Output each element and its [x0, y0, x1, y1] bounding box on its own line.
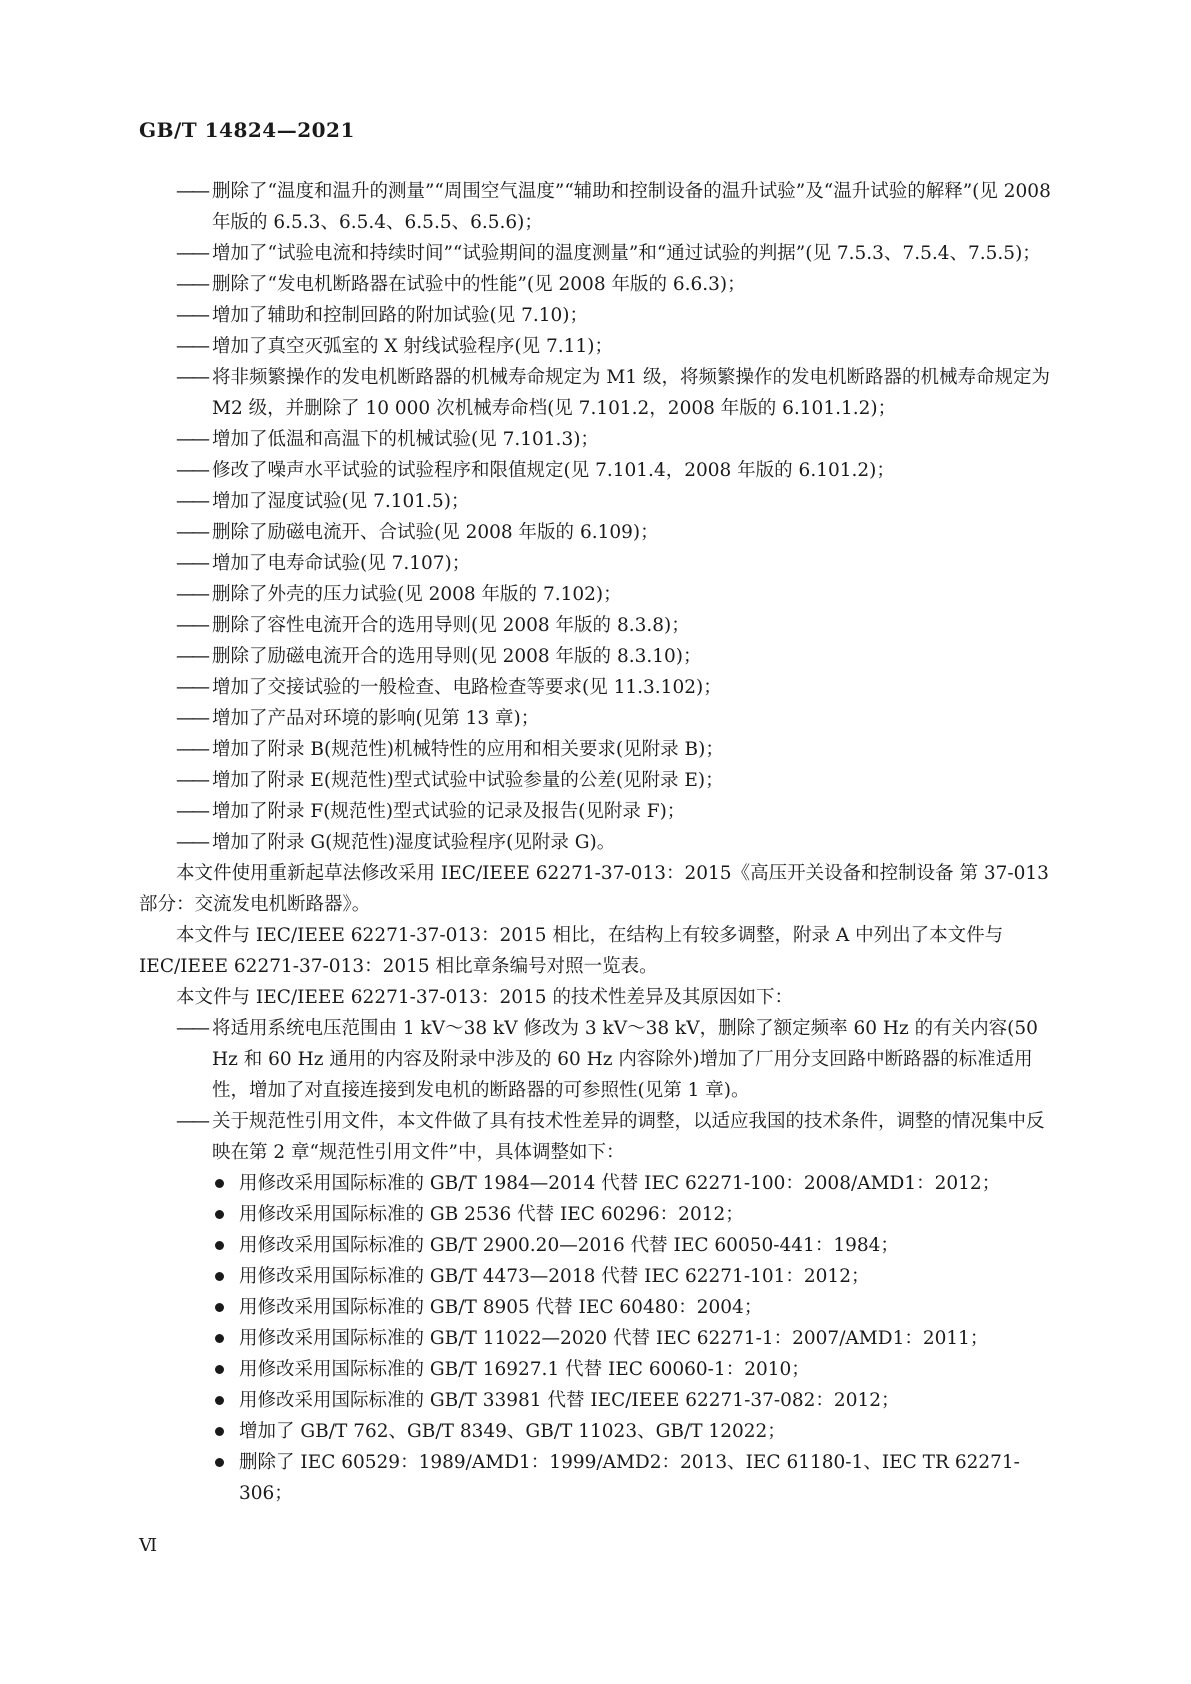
change-item: —— 增加了辅助和控制回路的附加试验(见 7.10)； [176, 300, 1056, 331]
change-item: —— 增加了附录 F(规范性)型式试验的记录及报告(见附录 F)； [176, 796, 1056, 827]
change-item: —— 增加了湿度试验(见 7.101.5)； [176, 486, 1056, 517]
differences-intro: 本文件与 IEC/IEEE 62271-37-013：2015 的技术性差异及其原因如下： [176, 987, 793, 1008]
difference-item: —— 关于规范性引用文件，本文件做了具有技术性差异的调整，以适应我国的技术条件，调整的情况集中反映在第 2 章“规范性引用文件”中，具体调整如下： [176, 1106, 1056, 1168]
page-number: Ⅵ [139, 1535, 158, 1556]
change-item: —— 删除了“温度和温升的测量”“周围空气温度”“辅助和控制设备的温升试验”及“温升试验的解释”(见 2008 年版的 6.5.3、6.5.4、6.5.5、6.5.6)； [176, 176, 1056, 238]
page-body [139, 176, 1056, 1509]
reference-bullet: 用修改采用国际标准的 GB/T 4473—2018 代替 IEC 62271-101：2012； [176, 1261, 1056, 1292]
change-item: —— 修改了噪声水平试验的试验程序和限值规定(见 7.101.4，2008 年版的 6.101.2)； [176, 455, 1056, 486]
document-header: GB/T 14824—2021 [139, 118, 355, 142]
change-item: —— 删除了外壳的压力试验(见 2008 年版的 7.102)； [176, 579, 1056, 610]
reference-bullet: 删除了 IEC 60529：1989/AMD1：1999/AMD2：2013、IEC 61180-1、IEC TR 62271-306； [176, 1447, 1056, 1509]
change-item: —— 删除了容性电流开合的选用导则(见 2008 年版的 8.3.8)； [176, 610, 1056, 641]
change-item: —— 增加了交接试验的一般检查、电路检查等要求(见 11.3.102)； [176, 672, 1056, 703]
reference-bullet: 用修改采用国际标准的 GB/T 8905 代替 IEC 60480：2004； [176, 1292, 1056, 1323]
change-item: —— 增加了附录 E(规范性)型式试验中试验参量的公差(见附录 E)； [176, 765, 1056, 796]
change-item: —— 删除了励磁电流开、合试验(见 2008 年版的 6.109)； [176, 517, 1056, 548]
change-item: —— 增加了附录 B(规范性)机械特性的应用和相关要求(见附录 B)； [176, 734, 1056, 765]
change-item: —— 增加了附录 G(规范性)湿度试验程序(见附录 G)。 [176, 827, 1056, 858]
change-item: —— 删除了“发电机断路器在试验中的性能”(见 2008 年版的 6.6.3)； [176, 269, 1056, 300]
reference-bullet: 用修改采用国际标准的 GB 2536 代替 IEC 60296：2012； [176, 1199, 1056, 1230]
difference-item: —— 将适用系统电压范围由 1 kV～38 kV 修改为 3 kV～38 kV，删除了额定频率 60 Hz 的有关内容(50 Hz 和 60 Hz 通用的内容及附录中涉及的 60 Hz 内容除外)增加了厂用分支回路中断路器的标准适用性，增加了对直接连接到发电机的断路器的可参照性(见第 1 章)。 [176, 1013, 1056, 1106]
change-item: —— 增加了“试验电流和持续时间”“试验期间的温度测量”和“通过试验的判据”(见 7.5.3、7.5.4、7.5.5)； [176, 238, 1056, 269]
change-item: —— 删除了励磁电流开合的选用导则(见 2008 年版的 8.3.10)； [176, 641, 1056, 672]
structure-paragraph: 本文件与 IEC/IEEE 62271-37-013：2015 相比，在结构上有较多调整，附录 A 中列出了本文件与 IEC/IEEE 62271-37-013：2015 相比章条编号对照一览表。 [139, 925, 1004, 977]
change-item: —— 增加了产品对环境的影响(见第 13 章)； [176, 703, 1056, 734]
reference-bullet: 用修改采用国际标准的 GB/T 1984—2014 代替 IEC 62271-100：2008/AMD1：2012； [176, 1168, 1056, 1199]
change-item: —— 将非频繁操作的发电机断路器的机械寿命规定为 M1 级，将频繁操作的发电机断路器的机械寿命规定为 M2 级，并删除了 10 000 次机械寿命档(见 7.101.2，2008 年版的 6.101.1.2)； [176, 362, 1056, 424]
reference-bullet: 用修改采用国际标准的 GB/T 16927.1 代替 IEC 60060-1：2010； [176, 1354, 1056, 1385]
change-item: —— 增加了电寿命试验(见 7.107)； [176, 548, 1056, 579]
reference-bullet: 用修改采用国际标准的 GB/T 33981 代替 IEC/IEEE 62271-37-082：2012； [176, 1385, 1056, 1416]
reference-bullet: 用修改采用国际标准的 GB/T 2900.20—2016 代替 IEC 60050-441：1984； [176, 1230, 1056, 1261]
adoption-paragraph: 本文件使用重新起草法修改采用 IEC/IEEE 62271-37-013：2015《高压开关设备和控制设备 第 37-013 部分：交流发电机断路器》。 [139, 863, 1049, 915]
reference-bullet: 用修改采用国际标准的 GB/T 11022—2020 代替 IEC 62271-1：2007/AMD1：2011； [176, 1323, 1056, 1354]
change-item: —— 增加了真空灭弧室的 X 射线试验程序(见 7.11)； [176, 331, 1056, 362]
change-item: —— 增加了低温和高温下的机械试验(见 7.101.3)； [176, 424, 1056, 455]
reference-bullet: 增加了 GB/T 762、GB/T 8349、GB/T 11023、GB/T 12022； [176, 1416, 1056, 1447]
